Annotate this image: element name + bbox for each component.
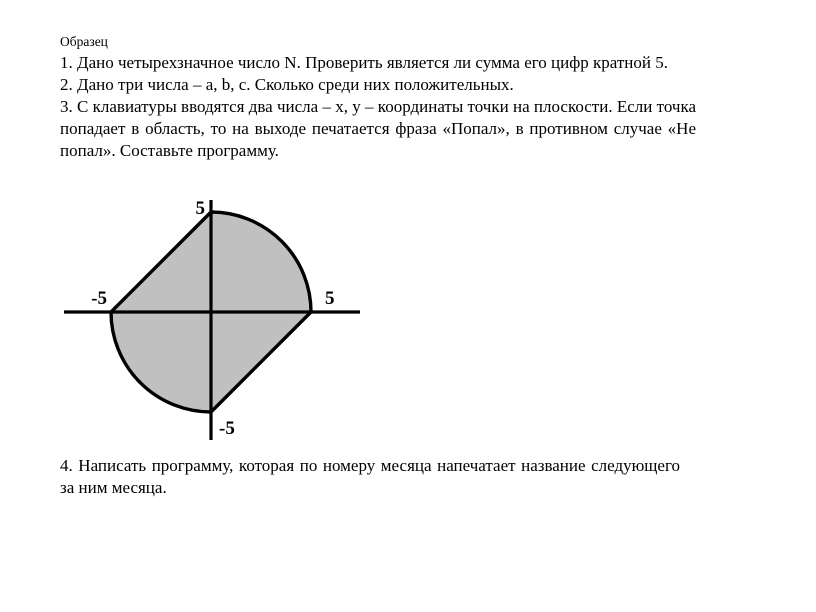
task-item-1: 1. Дано четырехзначное число N. Проверить является ли сумма его цифр кратной 5. bbox=[60, 52, 668, 72]
axis-label-left: -5 bbox=[91, 288, 107, 309]
axis-label-top: 5 bbox=[195, 198, 205, 219]
task-item-3: 3. С клавиатуры вводятся два числа – x, y – координаты точки на плоскости. Если точка попадает в область, то на выходе печатается фраза «Попал», в противном случае «Не попал». Составьте программу. bbox=[60, 97, 696, 161]
task-item-4-wrapper bbox=[60, 455, 680, 499]
coordinate-plot-svg bbox=[52, 188, 382, 450]
task-item-2: 2. Дано три числа – a, b, c. Сколько среди них положительных. bbox=[60, 75, 514, 95]
document-text-body bbox=[60, 34, 696, 162]
axis-label-right: 5 bbox=[325, 288, 335, 309]
sample-heading: Образец bbox=[60, 34, 108, 49]
coordinate-region-figure bbox=[52, 188, 382, 450]
task-item-4: 4. Написать программу, которая по номеру месяца напечатает название следующего за ним месяца. bbox=[60, 456, 680, 498]
axis-label-bottom: -5 bbox=[219, 418, 235, 439]
